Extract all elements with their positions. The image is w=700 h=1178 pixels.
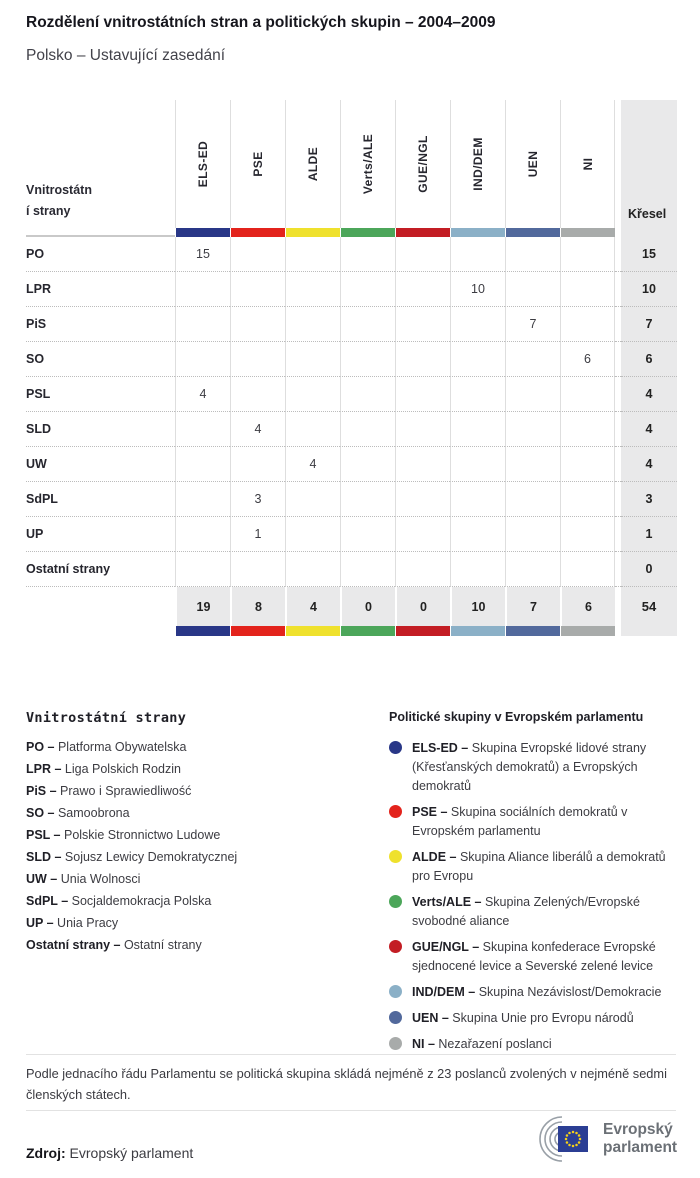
group-color-bar bbox=[175, 626, 230, 636]
seat-count-cell bbox=[285, 342, 340, 377]
group-description bbox=[412, 1035, 684, 1054]
group-desc-text: Skupina Zelených/Evropské svobodné aliance bbox=[412, 895, 640, 928]
eu-star-icon bbox=[568, 1144, 571, 1147]
seat-count-cell bbox=[505, 447, 560, 482]
group-color-bar bbox=[230, 626, 285, 636]
group-total-cell: 10 bbox=[450, 587, 505, 626]
seat-count-cell bbox=[505, 342, 560, 377]
seat-count-cell bbox=[230, 552, 285, 587]
party-legend-item bbox=[26, 894, 356, 908]
row-total-cell: 10 bbox=[621, 272, 677, 307]
seat-count-cell bbox=[450, 342, 505, 377]
group-color-bar bbox=[505, 228, 560, 237]
seat-count-cell bbox=[560, 377, 615, 412]
national-parties-legend-items bbox=[26, 740, 356, 952]
seat-count-cell bbox=[285, 377, 340, 412]
group-color-bar bbox=[560, 228, 615, 237]
seat-count-cell bbox=[560, 482, 615, 517]
group-color-bar bbox=[450, 228, 505, 237]
party-name-cell: PO bbox=[26, 237, 175, 272]
party-legend-item bbox=[26, 762, 356, 776]
group-description bbox=[412, 739, 684, 796]
eu-star-icon bbox=[566, 1134, 569, 1137]
eu-star-icon bbox=[568, 1132, 571, 1135]
party-name-cell: PSL bbox=[26, 377, 175, 412]
party-full-name: Sojusz Lewicy Demokratycznej bbox=[64, 850, 238, 864]
group-header-verts/ale bbox=[340, 100, 395, 228]
party-full-name: Ostatní strany bbox=[123, 938, 202, 952]
source-label: Zdroj: bbox=[26, 1145, 66, 1161]
seat-count-cell bbox=[175, 552, 230, 587]
seat-count-cell bbox=[450, 237, 505, 272]
group-total-cell: 0 bbox=[340, 587, 395, 626]
group-header-label: Verts/ALE bbox=[361, 133, 375, 195]
seat-count-cell: 4 bbox=[230, 412, 285, 447]
seat-count-cell bbox=[285, 552, 340, 587]
group-header-gue/ngl bbox=[395, 100, 450, 228]
seat-count-cell bbox=[560, 552, 615, 587]
group-header-uen bbox=[505, 100, 560, 228]
seat-count-cell bbox=[230, 377, 285, 412]
seats-column-fill bbox=[621, 626, 677, 636]
seat-count-cell bbox=[505, 412, 560, 447]
group-description bbox=[412, 983, 684, 1002]
seat-count-cell bbox=[505, 237, 560, 272]
party-abbr: SO – bbox=[26, 806, 58, 820]
row-total-cell: 4 bbox=[621, 412, 677, 447]
seat-count-cell bbox=[450, 552, 505, 587]
group-color-bar bbox=[395, 626, 450, 636]
seat-count-cell: 3 bbox=[230, 482, 285, 517]
seat-count-cell bbox=[340, 482, 395, 517]
seat-count-cell bbox=[560, 307, 615, 342]
footnote-divider-top bbox=[26, 1054, 676, 1055]
group-color-bar bbox=[560, 626, 615, 636]
seat-count-cell: 7 bbox=[505, 307, 560, 342]
seat-count-cell bbox=[340, 412, 395, 447]
eu-star-icon bbox=[579, 1138, 582, 1141]
group-color-dot-icon bbox=[389, 850, 402, 863]
seat-count-cell bbox=[230, 447, 285, 482]
party-name-cell: SdPL bbox=[26, 482, 175, 517]
group-total-cell: 6 bbox=[560, 587, 615, 626]
group-color-dot-icon bbox=[389, 805, 402, 818]
group-color-bar bbox=[230, 228, 285, 237]
footnote-divider-bottom bbox=[26, 1110, 676, 1111]
group-description bbox=[412, 1009, 684, 1028]
group-code: ELS-ED – bbox=[412, 741, 472, 755]
national-parties-legend-heading: Vnitrostátní strany bbox=[26, 710, 187, 726]
ep-logo-text: Evropský parlament bbox=[603, 1121, 678, 1156]
seat-count-cell bbox=[340, 447, 395, 482]
group-desc-text: Skupina Nezávislost/Demokracie bbox=[478, 985, 662, 999]
group-desc-text: Skupina konfederace Evropské sjednocené levice a Severské zelené levice bbox=[412, 940, 656, 973]
row-total-cell: 15 bbox=[621, 237, 677, 272]
seat-count-cell bbox=[560, 237, 615, 272]
group-legend-item bbox=[389, 1009, 691, 1028]
group-color-bar bbox=[505, 626, 560, 636]
party-name-cell: PiS bbox=[26, 307, 175, 342]
totals-row-spacer bbox=[26, 587, 175, 626]
party-abbr: UP – bbox=[26, 916, 58, 930]
eu-star-icon bbox=[578, 1141, 581, 1144]
seat-count-cell bbox=[285, 272, 340, 307]
grand-total-cell: 54 bbox=[621, 587, 677, 626]
party-abbr: LPR – bbox=[26, 762, 65, 776]
group-header-alde bbox=[285, 100, 340, 228]
party-abbr: SLD – bbox=[26, 850, 65, 864]
group-description bbox=[412, 848, 684, 886]
seat-count-cell bbox=[395, 517, 450, 552]
source-line bbox=[26, 1145, 193, 1161]
page-title: Rozdělení vnitrostátních stran a politických skupin – 2004–2009 bbox=[26, 14, 496, 31]
seat-count-cell bbox=[395, 307, 450, 342]
group-color-bar bbox=[450, 626, 505, 636]
group-header-els-ed bbox=[175, 100, 230, 228]
party-full-name: Samoobrona bbox=[57, 806, 130, 820]
group-header-ind/dem bbox=[450, 100, 505, 228]
group-color-bar bbox=[285, 626, 340, 636]
seat-count-cell bbox=[285, 517, 340, 552]
seat-count-cell bbox=[230, 237, 285, 272]
group-header-label: UEN bbox=[526, 150, 540, 178]
seat-count-cell bbox=[560, 412, 615, 447]
group-desc-text: Nezařazení poslanci bbox=[438, 1037, 552, 1051]
group-code: IND/DEM – bbox=[412, 985, 479, 999]
seat-count-cell bbox=[395, 377, 450, 412]
seat-count-cell bbox=[395, 342, 450, 377]
group-description bbox=[412, 893, 684, 931]
group-code: NI – bbox=[412, 1037, 439, 1051]
party-full-name: Socjaldemokracja Polska bbox=[71, 894, 212, 908]
group-header-label: IND/DEM bbox=[471, 137, 485, 191]
group-color-dot-icon bbox=[389, 985, 402, 998]
seat-count-cell bbox=[340, 342, 395, 377]
seat-count-cell bbox=[450, 412, 505, 447]
group-total-cell: 7 bbox=[505, 587, 560, 626]
row-total-cell: 4 bbox=[621, 447, 677, 482]
party-legend-item bbox=[26, 828, 356, 842]
party-abbr: PiS – bbox=[26, 784, 61, 798]
seat-count-cell bbox=[505, 272, 560, 307]
group-code: ALDE – bbox=[412, 850, 460, 864]
national-parties-legend bbox=[26, 710, 356, 960]
eu-flag-icon bbox=[558, 1126, 588, 1152]
party-full-name: Unia Pracy bbox=[57, 916, 119, 930]
group-legend-item bbox=[389, 938, 691, 976]
row-total-cell: 7 bbox=[621, 307, 677, 342]
group-header-label: ELS-ED bbox=[196, 140, 210, 188]
seat-count-cell: 10 bbox=[450, 272, 505, 307]
eu-star-icon bbox=[575, 1132, 578, 1135]
seat-count-cell bbox=[340, 552, 395, 587]
party-name-cell: UP bbox=[26, 517, 175, 552]
group-header-label: ALDE bbox=[306, 146, 320, 182]
group-color-bar bbox=[285, 228, 340, 237]
group-header-ni bbox=[560, 100, 615, 228]
group-code: UEN – bbox=[412, 1011, 453, 1025]
seat-count-cell bbox=[450, 517, 505, 552]
seat-count-cell bbox=[340, 517, 395, 552]
group-legend-item bbox=[389, 739, 691, 796]
party-legend-item bbox=[26, 916, 356, 930]
group-code: GUE/NGL – bbox=[412, 940, 483, 954]
seat-count-cell bbox=[395, 237, 450, 272]
group-total-cell: 19 bbox=[175, 587, 230, 626]
row-header-underline bbox=[26, 228, 175, 237]
group-color-bar bbox=[340, 228, 395, 237]
seat-count-cell bbox=[505, 552, 560, 587]
european-parliament-logo bbox=[529, 1112, 677, 1166]
seat-count-cell bbox=[285, 482, 340, 517]
group-legend-item bbox=[389, 848, 691, 886]
group-legend-item bbox=[389, 893, 691, 931]
group-description bbox=[412, 803, 684, 841]
row-total-cell: 3 bbox=[621, 482, 677, 517]
seat-count-cell bbox=[340, 272, 395, 307]
group-total-cell: 0 bbox=[395, 587, 450, 626]
eu-star-icon bbox=[572, 1131, 575, 1134]
party-legend-item bbox=[26, 740, 356, 754]
party-name-cell: LPR bbox=[26, 272, 175, 307]
party-abbr: Ostatní strany – bbox=[26, 938, 124, 952]
row-total-cell: 6 bbox=[621, 342, 677, 377]
group-color-dot-icon bbox=[389, 940, 402, 953]
seat-count-cell bbox=[230, 307, 285, 342]
party-abbr: PSL – bbox=[26, 828, 64, 842]
eu-star-icon bbox=[578, 1134, 581, 1137]
group-desc-text: Skupina sociálních demokratů v Evropském parlamentu bbox=[412, 805, 628, 838]
group-color-dot-icon bbox=[389, 895, 402, 908]
group-header-label: PSE bbox=[251, 151, 265, 177]
party-name-cell: SLD bbox=[26, 412, 175, 447]
seat-count-cell bbox=[395, 482, 450, 517]
group-desc-text: Skupina Evropské lidové strany (Křesťanských demokratů) a Evropských demokratů bbox=[412, 741, 647, 793]
group-header-pse bbox=[230, 100, 285, 228]
seat-count-cell bbox=[450, 482, 505, 517]
seat-count-cell bbox=[450, 447, 505, 482]
ep-hemicycle-icon bbox=[529, 1112, 595, 1166]
party-name-cell: Ostatní strany bbox=[26, 552, 175, 587]
political-groups-legend bbox=[389, 710, 691, 1061]
group-color-dot-icon bbox=[389, 1037, 402, 1050]
seat-count-cell bbox=[450, 377, 505, 412]
seat-count-cell bbox=[175, 517, 230, 552]
party-abbr: UW – bbox=[26, 872, 61, 886]
party-legend-item bbox=[26, 872, 356, 886]
party-name-cell: SO bbox=[26, 342, 175, 377]
seat-count-cell bbox=[450, 307, 505, 342]
seat-count-cell bbox=[285, 307, 340, 342]
seat-count-cell bbox=[230, 342, 285, 377]
party-name-cell: UW bbox=[26, 447, 175, 482]
row-total-cell: 0 bbox=[621, 552, 677, 587]
party-abbr: SdPL – bbox=[26, 894, 72, 908]
footnote: Podle jednacího řádu Parlamentu se politická skupina skládá nejméně z 23 poslanců zvolených v nejméně sedmi členských státech. bbox=[26, 1066, 667, 1102]
group-total-cell: 8 bbox=[230, 587, 285, 626]
seat-count-cell bbox=[395, 552, 450, 587]
seat-count-cell bbox=[560, 272, 615, 307]
group-legend-item bbox=[389, 803, 691, 841]
row-total-cell: 4 bbox=[621, 377, 677, 412]
political-groups-legend-items bbox=[389, 739, 691, 1054]
group-desc-text: Skupina Aliance liberálů a demokratů pro Evropu bbox=[412, 850, 666, 883]
party-legend-item bbox=[26, 850, 356, 864]
seat-count-cell bbox=[175, 342, 230, 377]
group-color-dot-icon bbox=[389, 741, 402, 754]
seat-count-cell bbox=[340, 307, 395, 342]
party-full-name: Liga Polskich Rodzin bbox=[64, 762, 181, 776]
page-subtitle: Polsko – Ustavující zasedání bbox=[26, 47, 226, 64]
seat-count-cell bbox=[395, 412, 450, 447]
seat-count-cell: 4 bbox=[285, 447, 340, 482]
bottom-bar-spacer bbox=[26, 626, 175, 636]
group-color-bar bbox=[175, 228, 230, 237]
eu-star-icon bbox=[565, 1138, 568, 1141]
group-color-dot-icon bbox=[389, 1011, 402, 1024]
group-header-label: NI bbox=[580, 157, 595, 171]
seat-count-cell bbox=[340, 237, 395, 272]
group-total-cell: 4 bbox=[285, 587, 340, 626]
party-full-name: Prawo i Sprawiedliwość bbox=[60, 784, 192, 798]
group-header-label: GUE/NGL bbox=[416, 135, 430, 193]
eu-star-icon bbox=[572, 1145, 575, 1148]
party-full-name: Platforma Obywatelska bbox=[57, 740, 187, 754]
seats-column-fill bbox=[621, 228, 677, 237]
row-total-cell: 1 bbox=[621, 517, 677, 552]
seat-count-cell bbox=[395, 447, 450, 482]
party-full-name: Polskie Stronnictwo Ludowe bbox=[63, 828, 221, 842]
seat-count-cell bbox=[395, 272, 450, 307]
party-legend-item bbox=[26, 806, 356, 820]
party-full-name: Unia Wolnosci bbox=[60, 872, 141, 886]
political-groups-legend-heading: Politické skupiny v Evropském parlamentu bbox=[389, 710, 644, 724]
group-desc-text: Skupina Unie pro Evropu národů bbox=[452, 1011, 634, 1025]
row-header-label: Vnitrostátní strany bbox=[26, 183, 92, 218]
group-color-bar bbox=[395, 228, 450, 237]
group-description bbox=[412, 938, 684, 976]
group-code: PSE – bbox=[412, 805, 451, 819]
seat-count-cell: 1 bbox=[230, 517, 285, 552]
seat-count-cell bbox=[505, 517, 560, 552]
party-abbr: PO – bbox=[26, 740, 58, 754]
seat-count-cell bbox=[175, 272, 230, 307]
seat-count-cell bbox=[560, 447, 615, 482]
seat-count-cell bbox=[285, 412, 340, 447]
group-legend-item bbox=[389, 983, 691, 1002]
eu-star-icon bbox=[566, 1141, 569, 1144]
source-value: Evropský parlament bbox=[69, 1145, 194, 1161]
seat-count-cell bbox=[175, 447, 230, 482]
group-color-bar bbox=[340, 626, 395, 636]
seat-count-cell: 6 bbox=[560, 342, 615, 377]
seat-count-cell bbox=[175, 412, 230, 447]
table-row-header-cell bbox=[26, 100, 175, 228]
seat-count-cell: 4 bbox=[175, 377, 230, 412]
group-legend-item bbox=[389, 1035, 691, 1054]
party-legend-item bbox=[26, 938, 356, 952]
seats-column-header: Křesel bbox=[621, 100, 677, 228]
group-code: Verts/ALE – bbox=[412, 895, 485, 909]
seat-count-cell bbox=[175, 482, 230, 517]
seat-count-cell bbox=[340, 377, 395, 412]
eu-star-icon bbox=[575, 1144, 578, 1147]
seat-count-cell bbox=[560, 517, 615, 552]
seat-count-cell bbox=[285, 237, 340, 272]
seat-count-cell bbox=[505, 377, 560, 412]
seat-count-cell: 15 bbox=[175, 237, 230, 272]
seat-count-cell bbox=[505, 482, 560, 517]
party-legend-item bbox=[26, 784, 356, 798]
seat-count-cell bbox=[230, 272, 285, 307]
distribution-table bbox=[26, 100, 677, 636]
seat-count-cell bbox=[175, 307, 230, 342]
